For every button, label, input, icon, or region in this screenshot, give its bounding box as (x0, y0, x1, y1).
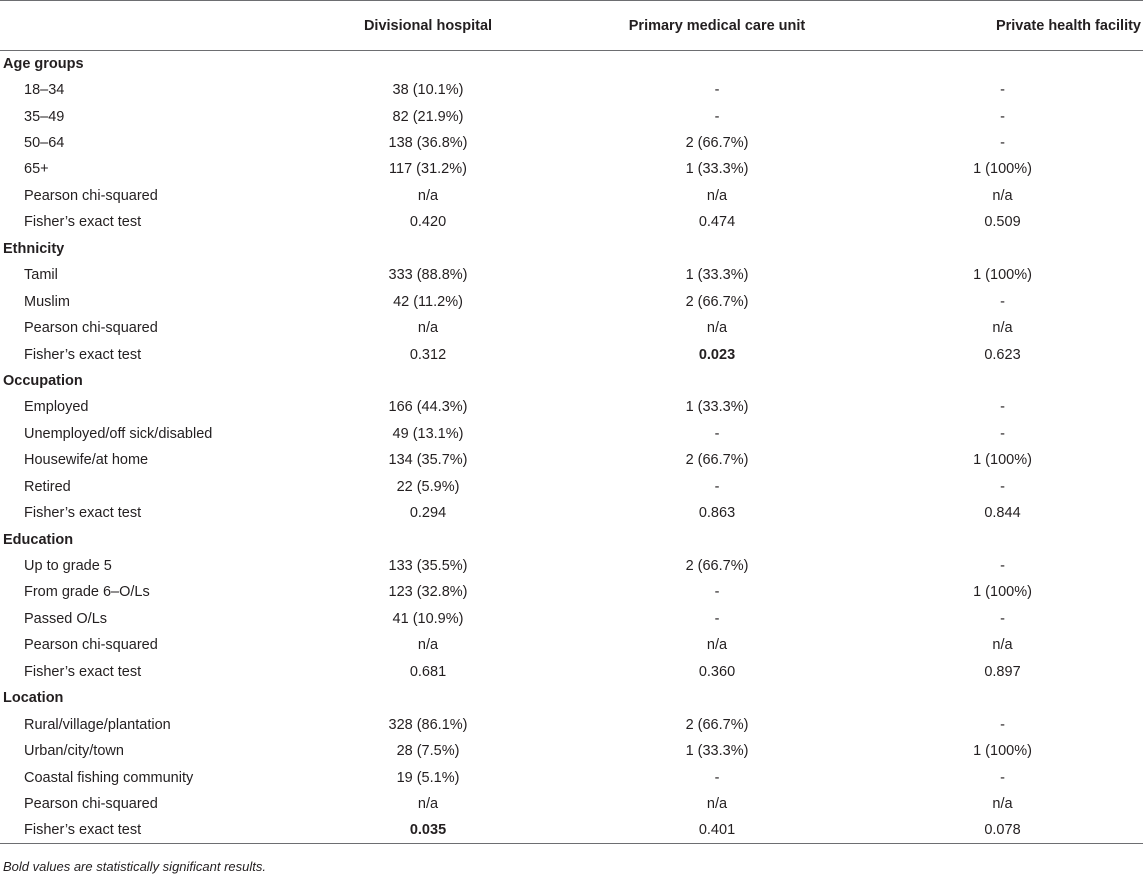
table-cell: 0.023 (698, 346, 736, 363)
table-cell: 0.035 (284, 817, 572, 843)
table-row (0, 791, 1143, 817)
table-row (0, 632, 1143, 658)
table-row (0, 341, 1143, 367)
table-row (0, 764, 1143, 790)
row-label: From grade 6–O/Ls (24, 584, 150, 601)
table-cell: 1 (100%) (973, 161, 1032, 178)
table-row (0, 209, 1143, 235)
table-row (0, 421, 1143, 447)
table-cell: 133 (35.5%) (388, 558, 468, 575)
table-cell: 0.897 (984, 663, 1021, 680)
table-cell: n/a (706, 187, 728, 204)
table-cell: 1 (33.3%) (685, 743, 749, 760)
table-cell: - (1000, 769, 1005, 786)
row-label: Passed O/Ls (24, 610, 108, 627)
table-row (0, 447, 1143, 473)
row-label: Pearson chi-squared (24, 795, 158, 812)
table-cell: n/a (417, 187, 439, 204)
table-cell: n/a (992, 795, 1013, 812)
table-row (0, 711, 1143, 737)
table-cell: - (1000, 135, 1005, 152)
table-cell: 333 (88.8%) (388, 267, 468, 284)
table-cell: 1 (33.3%) (685, 267, 749, 284)
section-title: Education (3, 531, 74, 548)
table-row (0, 474, 1143, 500)
table-cell: - (714, 769, 720, 786)
table-cell: 0.623 (984, 346, 1021, 363)
section-header-row (0, 526, 1143, 552)
table-cell: - (1000, 610, 1005, 627)
table-footnote: Bold values are statistically significant results. (3, 859, 267, 875)
section-header-row (0, 685, 1143, 711)
table-cell: 1 (100%) (973, 743, 1032, 760)
row-label: Fisher’s exact test (24, 346, 142, 363)
table-row (0, 103, 1143, 129)
table-cell: 0.078 (862, 817, 1143, 843)
table-cell: 0.844 (984, 505, 1021, 522)
table-row (0, 288, 1143, 314)
table-cell: n/a (706, 320, 728, 337)
table-cell: 0.474 (698, 214, 736, 231)
row-label: Housewife/at home (24, 452, 149, 469)
column-header-divisional-hospital: Divisional hospital (284, 1, 572, 51)
row-label: Urban/city/town (24, 743, 124, 760)
row-label: 18–34 (24, 82, 65, 99)
table-cell: n/a (992, 637, 1013, 654)
row-label: Fisher’s exact test (24, 214, 142, 231)
header-row (0, 1, 1143, 51)
table-cell: - (1000, 108, 1005, 125)
section-header-row (0, 51, 1143, 77)
table-cell: 0.401 (572, 817, 862, 843)
table-cell: n/a (706, 637, 728, 654)
row-label: Fisher’s exact test (24, 505, 142, 522)
table-cell: 1 (100%) (973, 452, 1032, 469)
table-cell: 38 (10.1%) (392, 82, 464, 99)
table-cell: - (714, 478, 720, 495)
table-header (0, 1, 1143, 51)
table-cell: 328 (86.1%) (388, 716, 468, 733)
column-header-primary-medical-care-unit: Primary medical care unit (572, 1, 862, 51)
row-label: Muslim (24, 293, 70, 310)
table-cell: 49 (13.1%) (392, 425, 464, 442)
table-cell: n/a (417, 320, 439, 337)
table-row (0, 183, 1143, 209)
table-cell: n/a (417, 637, 439, 654)
section-header-row (0, 368, 1143, 394)
row-label: Fisher’s exact test (24, 663, 142, 680)
section-title: Age groups (3, 55, 84, 72)
table-cell: 0.420 (409, 214, 447, 231)
table-cell: 1 (33.3%) (685, 399, 749, 416)
table-cell: 2 (66.7%) (685, 716, 749, 733)
table-cell: 22 (5.9%) (396, 478, 460, 495)
row-label: Employed (24, 399, 89, 416)
row-label: 50–64 (24, 135, 65, 152)
table-cell: 0.509 (984, 214, 1021, 231)
row-label: 65+ (24, 161, 49, 178)
table-cell: n/a (992, 320, 1013, 337)
table-cell: 138 (36.8%) (388, 135, 468, 152)
column-header-private-health-facility: Private health facility (862, 1, 1143, 51)
table-cell: 41 (10.9%) (392, 610, 464, 627)
table-row (0, 553, 1143, 579)
row-label: 35–49 (24, 108, 65, 125)
row-label: Tamil (24, 267, 58, 284)
table-cell: 0.863 (698, 505, 736, 522)
table-row (0, 738, 1143, 764)
table-cell: 19 (5.1%) (396, 769, 460, 786)
row-label: Pearson chi-squared (24, 637, 158, 654)
table-cell: 82 (21.9%) (392, 108, 464, 125)
column-header-label (0, 1, 284, 51)
table-row (0, 77, 1143, 103)
row-label: Pearson chi-squared (24, 187, 158, 204)
row-label: Retired (24, 478, 71, 495)
table-cell: - (714, 82, 720, 99)
table-row (0, 579, 1143, 605)
section-title: Location (3, 690, 64, 707)
table-cell: 0.294 (409, 505, 447, 522)
table-cell: - (714, 610, 720, 627)
row-label: Unemployed/off sick/disabled (24, 425, 213, 442)
row-label: Up to grade 5 (24, 558, 112, 575)
row-label: Coastal fishing community (24, 769, 194, 786)
table-row (0, 500, 1143, 526)
table-row (0, 315, 1143, 341)
row-label: Pearson chi-squared (24, 320, 158, 337)
table-cell: 123 (32.8%) (388, 584, 468, 601)
table-cell: 2 (66.7%) (685, 452, 749, 469)
table-row (0, 394, 1143, 420)
table-row (0, 606, 1143, 632)
table-body (0, 51, 1143, 844)
table-cell: 2 (66.7%) (685, 293, 749, 310)
table-row (0, 817, 1143, 843)
table-cell: 0.360 (698, 663, 736, 680)
section-title: Occupation (3, 372, 83, 389)
table-row (0, 156, 1143, 182)
table-cell: 0.681 (409, 663, 447, 680)
table-cell: - (1000, 558, 1005, 575)
table-cell: 1 (100%) (973, 584, 1032, 601)
table-cell: - (714, 108, 720, 125)
table-cell: - (1000, 82, 1005, 99)
row-label: Rural/village/plantation (24, 716, 171, 733)
table-cell: - (1000, 716, 1005, 733)
table-cell: - (1000, 425, 1005, 442)
section-title: Ethnicity (3, 240, 65, 257)
table-row (0, 659, 1143, 685)
table-cell: 28 (7.5%) (396, 743, 460, 760)
table-cell: n/a (992, 187, 1013, 204)
table-row (0, 262, 1143, 288)
table-cell: 2 (66.7%) (685, 135, 749, 152)
table-cell: 1 (100%) (973, 267, 1032, 284)
table-cell: - (1000, 399, 1005, 416)
table-cell: n/a (417, 795, 439, 812)
table-cell: - (1000, 293, 1005, 310)
table-cell: 166 (44.3%) (388, 399, 468, 416)
table-cell: - (714, 425, 720, 442)
row-label: Fisher’s exact test (0, 817, 284, 843)
table-cell: 134 (35.7%) (388, 452, 468, 469)
table-cell: 42 (11.2%) (393, 293, 463, 310)
table-cell: - (1000, 478, 1005, 495)
table-cell: 1 (33.3%) (685, 161, 749, 178)
table-cell: 0.312 (409, 346, 447, 363)
table-cell: - (714, 584, 720, 601)
table-cell: 117 (31.2%) (389, 161, 467, 178)
section-header-row (0, 236, 1143, 262)
table-cell: 2 (66.7%) (685, 558, 749, 575)
table-cell: n/a (706, 795, 728, 812)
table-row (0, 130, 1143, 156)
